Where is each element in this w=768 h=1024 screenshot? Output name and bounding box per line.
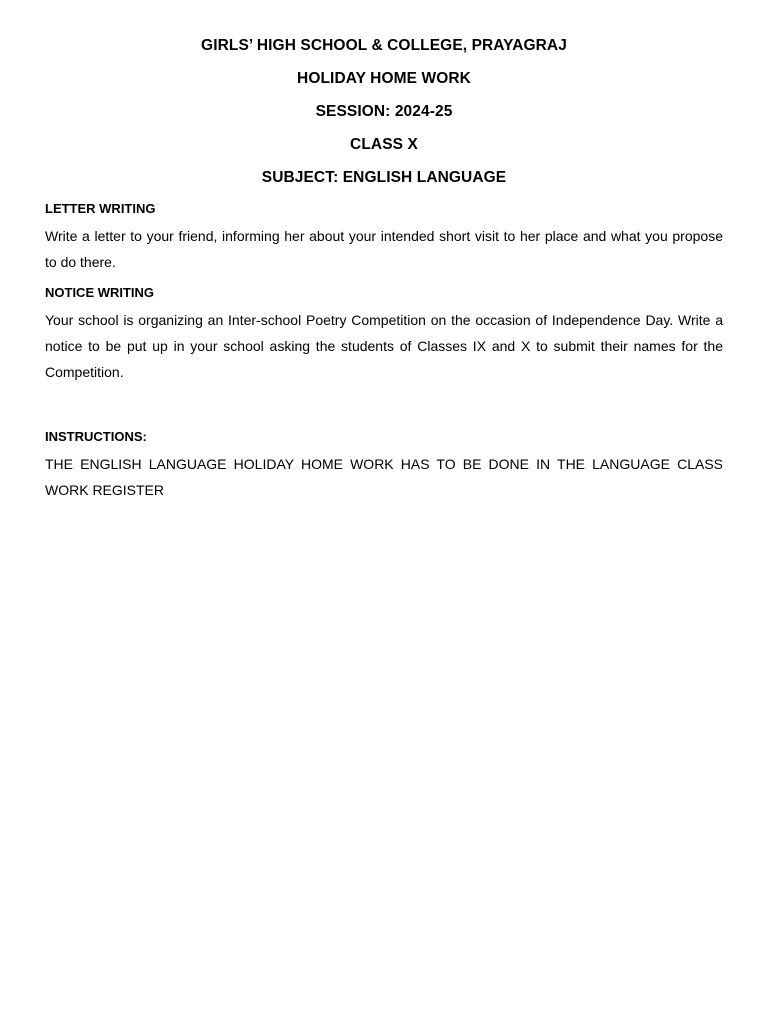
letter-writing-heading: LETTER WRITING — [45, 201, 156, 216]
session-label: SESSION: 2024-25 — [315, 103, 453, 120]
instructions-heading: INSTRUCTIONS: — [45, 429, 147, 444]
notice-writing-heading: NOTICE WRITING — [45, 285, 155, 300]
document-title: HOLIDAY HOME WORK — [297, 70, 471, 87]
letter-writing-text: Write a letter to your friend, informing her about your intended short visit to her place and what you propose to do there. — [45, 228, 723, 270]
school-name: GIRLS’ HIGH SCHOOL & COLLEGE, PRAYAGRAJ — [201, 37, 567, 54]
class-label: CLASS X — [350, 136, 418, 153]
subject-label: SUBJECT: ENGLISH LANGUAGE — [261, 169, 507, 186]
notice-writing-text: Your school is organizing an Inter-school Poetry Competition on the occasion of Independence Day. Write a notice to be put up in your school asking the students of Classes IX and X to submit their names for the Competition. — [45, 312, 723, 380]
instructions-text: THE ENGLISH LANGUAGE HOLIDAY HOME WORK HAS TO BE DONE IN THE LANGUAGE CLASS WORK REGISTER — [45, 456, 723, 498]
